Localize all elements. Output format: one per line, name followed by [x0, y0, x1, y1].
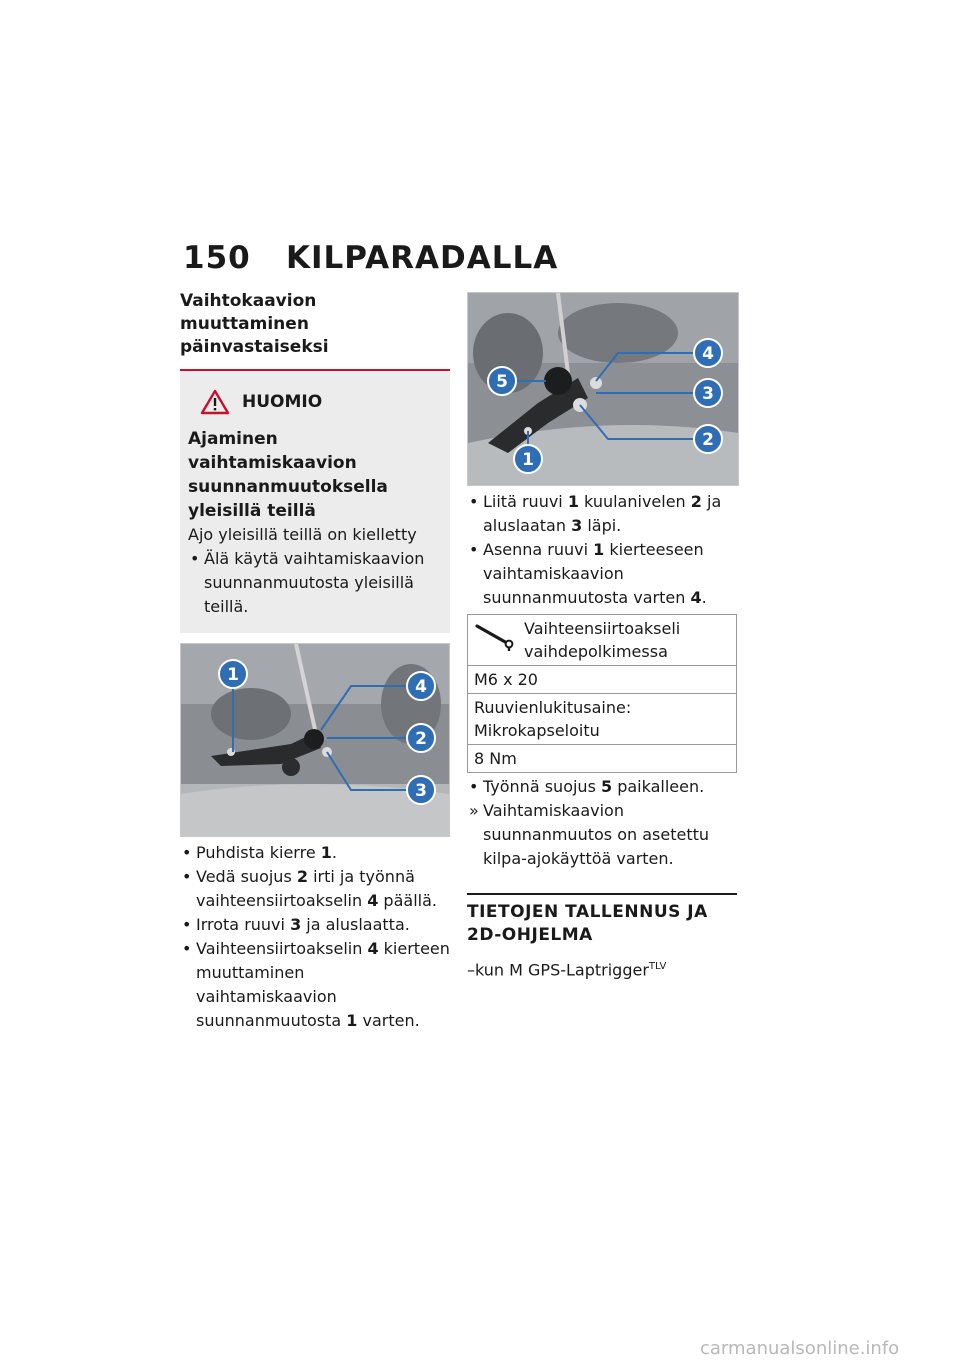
chapter-title: KILPARADALLA: [286, 240, 559, 276]
callout-1: [514, 445, 542, 473]
svg-text:3: 3: [415, 781, 427, 801]
table-row: [468, 615, 737, 666]
figure-left: [180, 643, 450, 837]
result-item: » Vaihtamiskaavion suunnanmuutos on asetettu kilpa-ajokäyttöä varten.: [467, 799, 737, 871]
right-steps-2: [467, 775, 737, 871]
notice-label: HUOMIO: [242, 392, 323, 412]
torque-spec-table: [467, 614, 737, 773]
svg-text:3: 3: [702, 384, 714, 404]
callout-5: [488, 367, 516, 395]
black-divider: [467, 893, 737, 895]
table-row: [468, 694, 737, 745]
torque-wrench-icon: [474, 621, 516, 651]
callout-3: [407, 776, 435, 804]
list-item: • Puhdista kierre 1.: [180, 841, 450, 865]
page-number: 150: [183, 240, 251, 276]
callout-4: [694, 339, 722, 367]
svg-text:1: 1: [227, 665, 239, 685]
section-title: Vaihtokaavion muuttaminen päinvastaiseksi: [180, 291, 329, 357]
list-item: • Liitä ruuvi 1 kuulanivelen 2 ja aluslaatan 3 läpi.: [467, 490, 737, 538]
svg-text:4: 4: [415, 677, 427, 697]
option-code: TLV: [648, 961, 667, 972]
caution-notice: [180, 371, 450, 633]
notice-header: [200, 389, 440, 415]
table-row: [468, 745, 737, 773]
list-item: • Asenna ruuvi 1 kierteeseen vaihtamiskaavion suunnanmuutosta varten 4.: [467, 538, 737, 610]
right-steps: [467, 490, 737, 610]
svg-text:2: 2: [415, 729, 427, 749]
notice-title: Ajaminen vaihtamiskaavion suunnanmuutoksella yleisillä teillä: [188, 429, 388, 521]
callout-3: [694, 379, 722, 407]
callout-2: [407, 724, 435, 752]
callout-2: [694, 425, 722, 453]
left-column: [180, 290, 450, 1033]
shift-lever-detail-illustration: [468, 293, 738, 485]
list-item: • Irrota ruuvi 3 ja aluslaatta.: [180, 913, 450, 937]
section-title-data-logging: TIETOJEN TALLENNUS JA 2D-OHJELMA: [467, 902, 708, 945]
svg-text:4: 4: [702, 344, 714, 364]
list-item: • Työnnä suojus 5 paikalleen.: [467, 775, 737, 799]
notice-text: Ajo yleisillä teillä on kielletty: [188, 525, 417, 544]
watermark: carmanualsonline.info: [700, 1338, 900, 1359]
shift-lever-illustration: [181, 644, 449, 836]
spec-torque: 8 Nm: [468, 745, 737, 773]
spec-heading: Vaihteensiirtoakseli vaihdepolkimessa: [474, 617, 730, 663]
callout-4: [407, 672, 435, 700]
svg-text:5: 5: [496, 372, 508, 392]
svg-text:1: 1: [522, 450, 534, 470]
list-item: • Vedä suojus 2 irti ja työnnä vaihteensiirtoakselin 4 päällä.: [180, 865, 450, 913]
warning-triangle-icon: [200, 389, 230, 415]
list-item: • Vaihteensiirtoakselin 4 kierteen muuttaminen vaihtamiskaavion suunnanmuutosta 1 varten.: [180, 937, 450, 1033]
left-steps: [180, 841, 450, 1033]
svg-text:2: 2: [702, 430, 714, 450]
figure-right: [467, 292, 739, 486]
callout-1: [219, 660, 247, 688]
condition-text: –kun M GPS-Laptrigger$^{TLV}$: [467, 960, 667, 980]
spec-size: M6 x 20: [468, 666, 737, 694]
notice-bullet: • Älä käytä vaihtamiskaavion suunnanmuutosta yleisillä teillä.: [188, 547, 440, 619]
notice-list: [188, 547, 440, 619]
right-column: [467, 290, 737, 982]
spec-locking-agent: Ruuvienlukitusaine: Mikrokapseloitu: [468, 694, 737, 745]
table-row: [468, 666, 737, 694]
